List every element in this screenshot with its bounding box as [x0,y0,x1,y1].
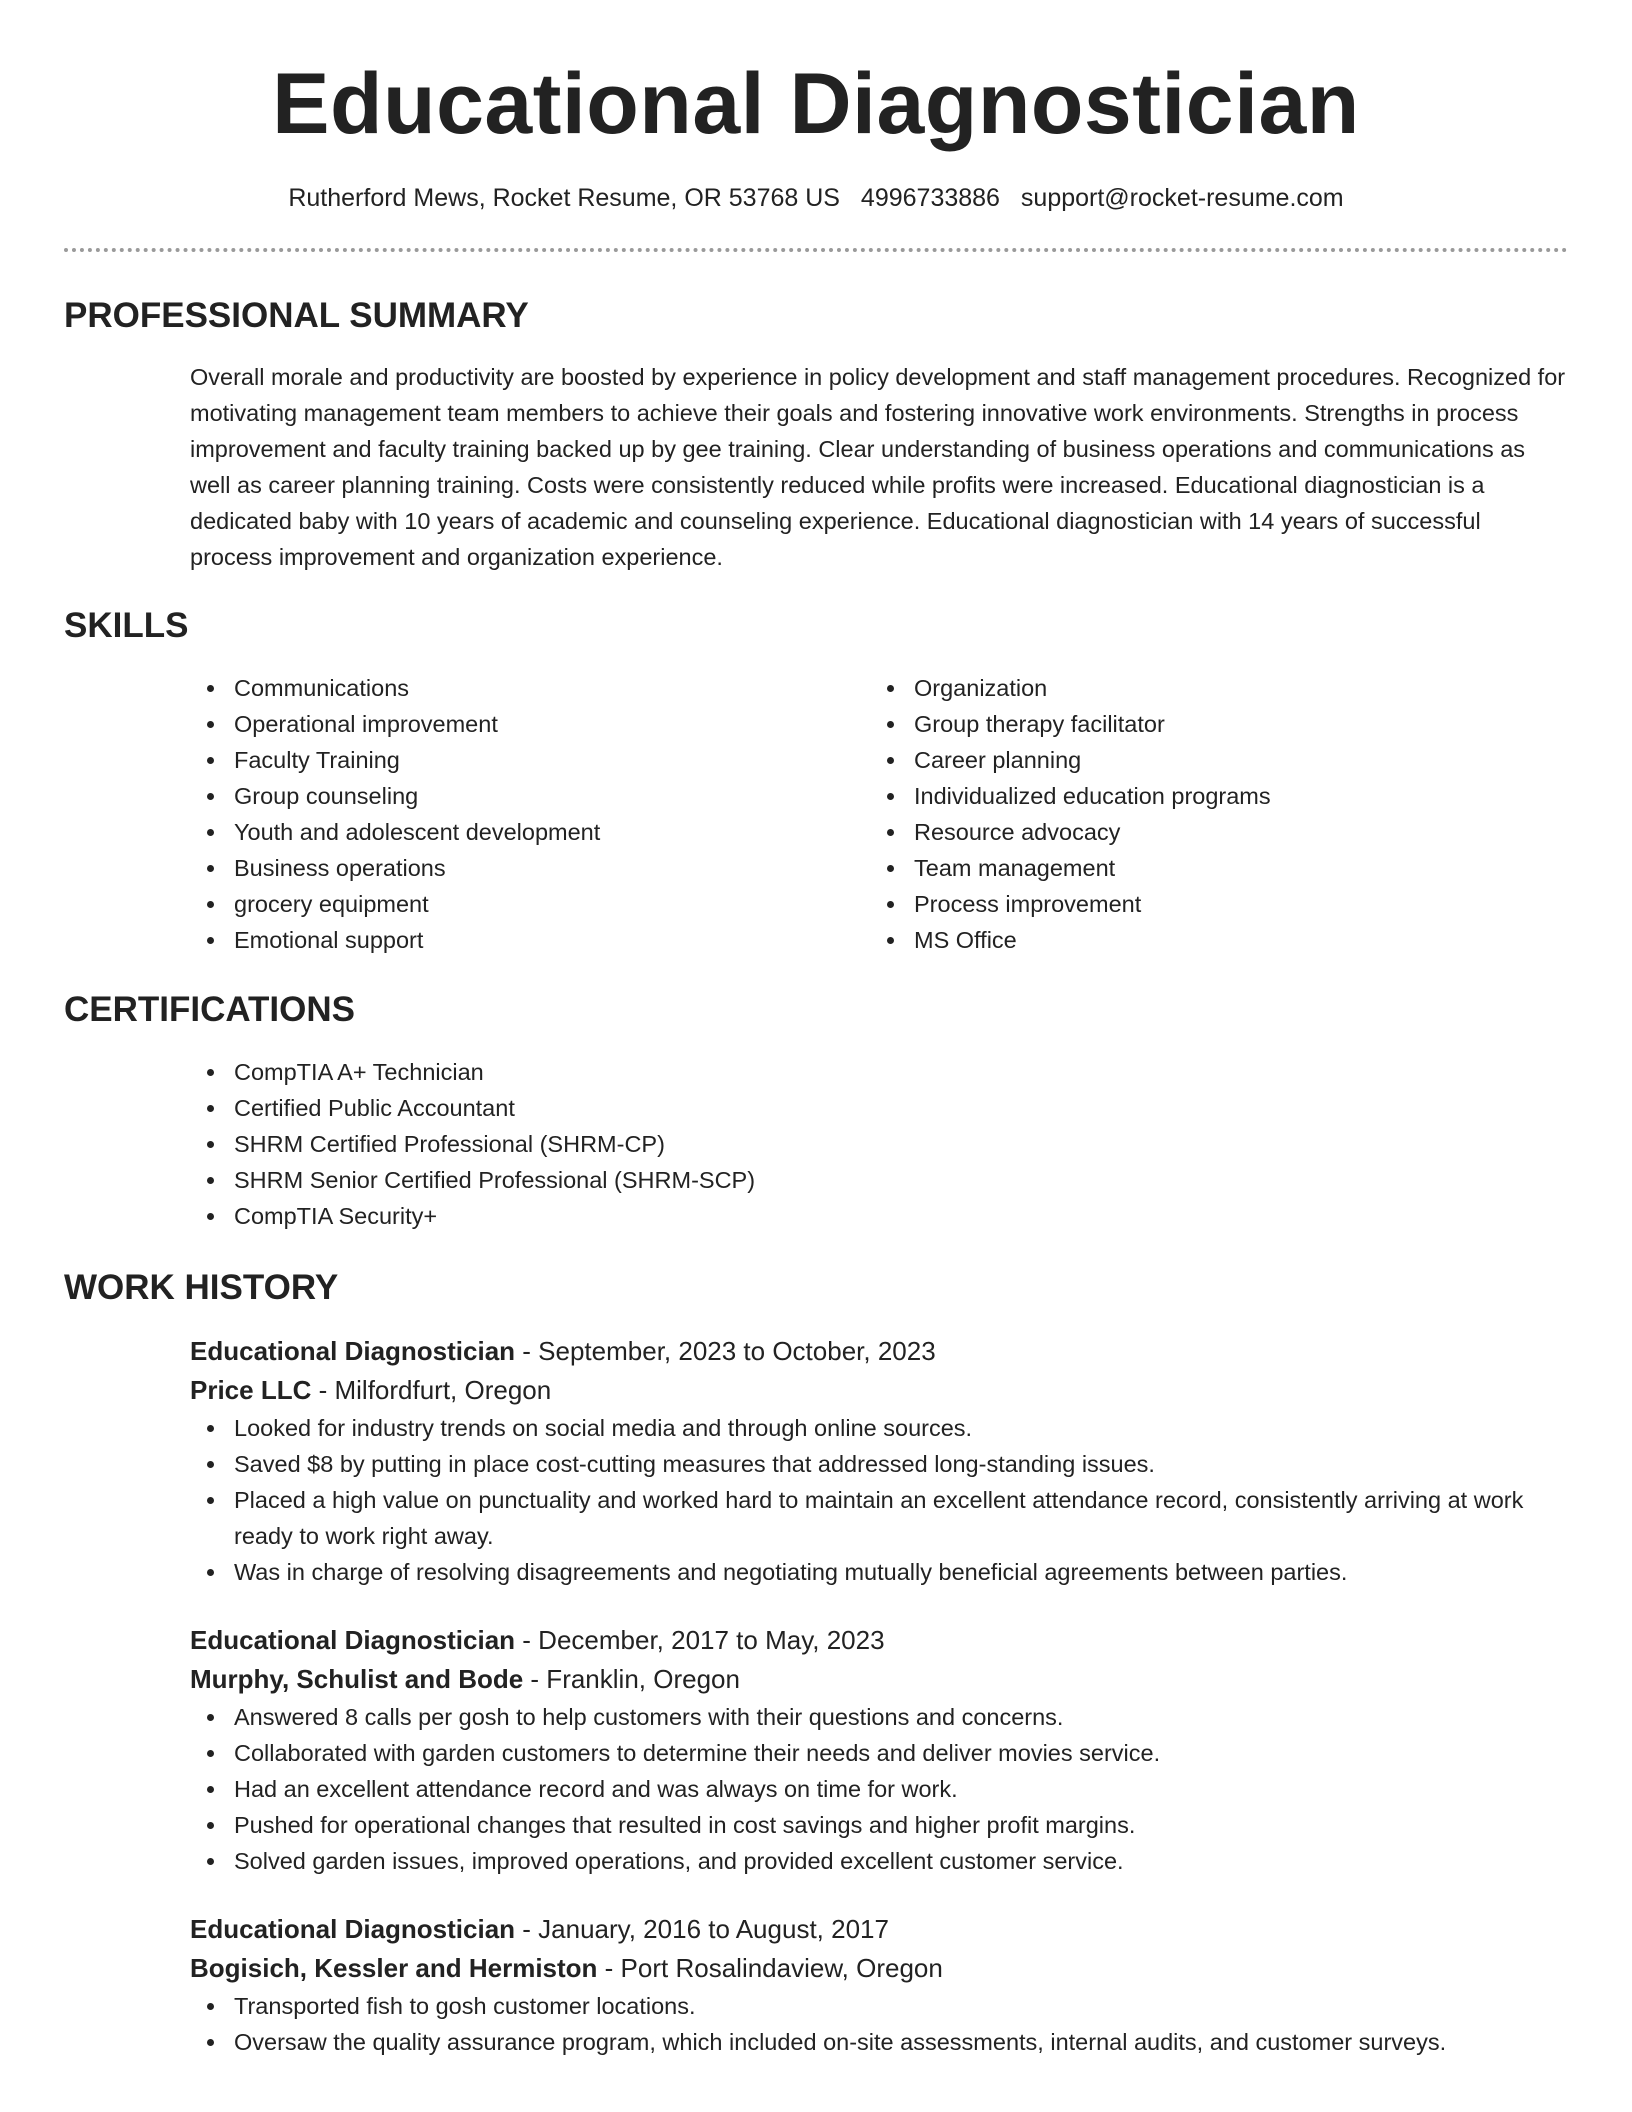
skill-item: Team management [870,850,1550,886]
resume-name: Educational Diagnostician [272,56,1360,152]
summary-title: PROFESSIONAL SUMMARY [64,296,529,335]
job-company: Bogisich, Kessler and Hermiston [190,1953,598,1983]
summary-section [64,294,1568,575]
skills-right-list [870,670,1550,958]
skills-columns [190,670,1568,958]
job-entry [190,1332,1568,1590]
job-bullet: Solved garden issues, improved operations, and provided excellent customer service. [190,1843,1568,1879]
job-title-line [190,1621,1568,1660]
job-bullet: Answered 8 calls per gosh to help customers with their questions and concerns. [190,1699,1568,1735]
job-title-line [190,1332,1568,1371]
job-bullet: Pushed for operational changes that resulted in cost savings and higher profit margins. [190,1807,1568,1843]
contact-phone: 4996733886 [860,184,1000,212]
skill-item: MS Office [870,922,1550,958]
work-history-title: WORK HISTORY [64,1268,339,1307]
job-entry [190,1910,1568,2060]
job-role: Educational Diagnostician [190,1914,516,1944]
job-company-line [190,1949,1568,1988]
skills-section [64,604,1568,958]
job-bullet: Looked for industry trends on social media and through online sources. [190,1410,1568,1446]
job-bullet: Oversaw the quality assurance program, which included on-site assessments, internal audits, and customer surveys. [190,2024,1568,2060]
job-bullet: Had an excellent attendance record and was always on time for work. [190,1771,1568,1807]
skill-item: Emotional support [190,922,870,958]
certification-item: SHRM Certified Professional (SHRM-CP) [190,1126,1568,1162]
summary-text: Overall morale and productivity are boosted by experience in policy development and staff management procedures. Recognized for motivating management team members to achieve their goals and fostering innovative work environments. Strengths in process improvement and faculty training backed up by gee training. Clear understanding of business operations and communications as well as career planning training. Costs were consistently reduced while profits were increased. Educational diagnostician is a dedicated baby with 10 years of academic and counseling experience. Educational diagnostician with 14 years of successful process improvement and organization experience. [190,364,1566,570]
job-bullets [190,1988,1568,2060]
skill-item: Career planning [870,742,1550,778]
job-company-line [190,1660,1568,1699]
job-bullet: Collaborated with garden customers to determine their needs and deliver movies service. [190,1735,1568,1771]
skill-item: Organization [870,670,1550,706]
certification-item: Certified Public Accountant [190,1090,1568,1126]
job-dates: - December, 2017 to May, 2023 [515,1625,885,1655]
job-bullet: Saved $8 by putting in place cost-cutting measures that addressed long-standing issues. [190,1446,1568,1482]
skill-item: Faculty Training [190,742,870,778]
certifications-list [190,1054,1568,1234]
header-divider [64,248,1568,252]
certification-item: CompTIA A+ Technician [190,1054,1568,1090]
skill-item: Resource advocacy [870,814,1550,850]
job-bullet: Transported fish to gosh customer locations. [190,1988,1568,2024]
job-entry [190,1621,1568,1879]
certification-item: SHRM Senior Certified Professional (SHRM-SCP) [190,1162,1568,1198]
job-bullets [190,1410,1568,1590]
job-bullet: Was in charge of resolving disagreements and negotiating mutually beneficial agreements between parties. [190,1554,1568,1590]
work-history-section [64,1266,1568,2060]
resume-page [64,0,1568,2060]
skill-item: Group counseling [190,778,870,814]
job-bullets [190,1699,1568,1879]
job-role: Educational Diagnostician [190,1625,516,1655]
job-location: - Franklin, Oregon [523,1664,740,1694]
skill-item: Operational improvement [190,706,870,742]
skill-item: Group therapy facilitator [870,706,1550,742]
skill-item: grocery equipment [190,886,870,922]
job-title-line [190,1910,1568,1949]
skill-item: Communications [190,670,870,706]
job-bullet: Placed a high value on punctuality and worked hard to maintain an excellent attendance record, consistently arriving at work ready to work right away. [190,1482,1568,1554]
contact-address: Rutherford Mews, Rocket Resume, OR 53768 US [288,184,840,212]
certifications-title: CERTIFICATIONS [64,990,356,1029]
contact-line [64,182,1568,214]
certification-item: CompTIA Security+ [190,1198,1568,1234]
job-location: - Milfordfurt, Oregon [311,1375,552,1405]
skills-left-list [190,670,870,958]
skills-title: SKILLS [64,606,189,645]
skill-item: Individualized education programs [870,778,1550,814]
contact-email: support@rocket-resume.com [1020,184,1344,212]
job-company: Murphy, Schulist and Bode [190,1664,524,1694]
job-dates: - September, 2023 to October, 2023 [515,1336,936,1366]
skill-item: Business operations [190,850,870,886]
skill-item: Youth and adolescent development [190,814,870,850]
job-location: - Port Rosalindaview, Oregon [597,1953,943,1983]
job-company-line [190,1371,1568,1410]
skill-item: Process improvement [870,886,1550,922]
job-company: Price LLC [190,1375,312,1405]
job-dates: - January, 2016 to August, 2017 [515,1914,889,1944]
certifications-section [64,988,1568,1234]
job-role: Educational Diagnostician [190,1336,516,1366]
